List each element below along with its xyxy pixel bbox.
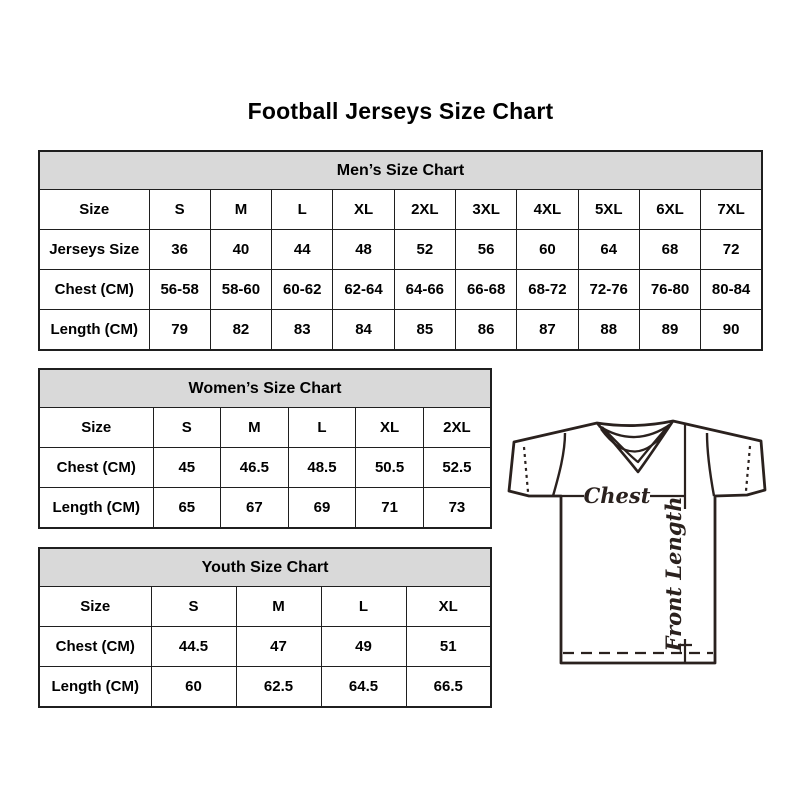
- size-cell: 72: [701, 230, 762, 270]
- size-cell: 3XL: [455, 190, 516, 230]
- size-cell: M: [210, 190, 271, 230]
- section-header-row: [39, 369, 491, 408]
- size-cell: 46.5: [221, 448, 289, 488]
- size-cell: 67: [221, 488, 289, 528]
- size-cell: L: [321, 587, 406, 627]
- size-cell: 52.5: [423, 448, 491, 488]
- table-row: [39, 408, 491, 448]
- size-cell: 89: [639, 310, 700, 350]
- size-cell: 52: [394, 230, 455, 270]
- size-cell: 7XL: [701, 190, 762, 230]
- size-cell: 56: [455, 230, 516, 270]
- size-cell: M: [236, 587, 321, 627]
- size-cell: 83: [272, 310, 333, 350]
- size-cell: 36: [149, 230, 210, 270]
- size-cell: 44.5: [151, 627, 236, 667]
- youth-table-header: Youth Size Chart: [39, 548, 491, 587]
- size-cell: 62.5: [236, 667, 321, 707]
- size-cell: 62-64: [333, 270, 394, 310]
- size-cell: 47: [236, 627, 321, 667]
- mens-size-table: [38, 150, 763, 351]
- row-label: Size: [39, 190, 149, 230]
- size-cell: 45: [153, 448, 221, 488]
- section-header-row: [39, 151, 762, 190]
- size-cell: 68-72: [517, 270, 578, 310]
- size-cell: XL: [356, 408, 424, 448]
- size-cell: 68: [639, 230, 700, 270]
- size-cell: 48.5: [288, 448, 356, 488]
- row-label: Length (CM): [39, 488, 153, 528]
- size-cell: 73: [423, 488, 491, 528]
- row-label: Chest (CM): [39, 270, 149, 310]
- size-cell: 65: [153, 488, 221, 528]
- right-cuff-dashed-line: [746, 446, 750, 491]
- size-cell: 66.5: [406, 667, 491, 707]
- size-cell: M: [221, 408, 289, 448]
- row-label: Length (CM): [39, 667, 151, 707]
- size-cell: 58-60: [210, 270, 271, 310]
- table-row: [39, 310, 762, 350]
- size-cell: 6XL: [639, 190, 700, 230]
- size-cell: 64.5: [321, 667, 406, 707]
- size-cell: 2XL: [423, 408, 491, 448]
- size-cell: 85: [394, 310, 455, 350]
- youth-size-table: [38, 547, 492, 708]
- size-cell: 80-84: [701, 270, 762, 310]
- size-cell: L: [272, 190, 333, 230]
- jersey-illustration: [503, 413, 769, 673]
- size-cell: 87: [517, 310, 578, 350]
- left-armhole-seam: [553, 433, 565, 496]
- womens-table-header: Women’s Size Chart: [39, 369, 491, 408]
- row-label: Chest (CM): [39, 448, 153, 488]
- row-label: Size: [39, 408, 153, 448]
- jersey-outline: [509, 421, 765, 663]
- size-cell: 60: [517, 230, 578, 270]
- size-cell: 49: [321, 627, 406, 667]
- size-cell: 79: [149, 310, 210, 350]
- size-cell: 88: [578, 310, 639, 350]
- size-cell: S: [151, 587, 236, 627]
- right-armhole-seam: [707, 433, 714, 496]
- table-row: [39, 587, 491, 627]
- size-cell: 66-68: [455, 270, 516, 310]
- size-cell: 84: [333, 310, 394, 350]
- size-cell: 5XL: [578, 190, 639, 230]
- jersey-measurement-diagram: [503, 413, 769, 673]
- size-cell: 71: [356, 488, 424, 528]
- table-row: [39, 270, 762, 310]
- row-label: Size: [39, 587, 151, 627]
- size-cell: 56-58: [149, 270, 210, 310]
- mens-table-header: Men’s Size Chart: [39, 151, 762, 190]
- row-label: Jerseys Size: [39, 230, 149, 270]
- row-label: Length (CM): [39, 310, 149, 350]
- table-row: [39, 667, 491, 707]
- section-header-row: [39, 548, 491, 587]
- size-cell: 44: [272, 230, 333, 270]
- chest-measure-label: Chest: [583, 483, 651, 508]
- table-row: [39, 190, 762, 230]
- left-cuff-dashed-line: [524, 447, 528, 492]
- size-cell: XL: [406, 587, 491, 627]
- size-cell: 64: [578, 230, 639, 270]
- page-title: Football Jerseys Size Chart: [247, 98, 554, 124]
- size-cell: 48: [333, 230, 394, 270]
- table-row: [39, 230, 762, 270]
- size-cell: 90: [701, 310, 762, 350]
- size-cell: L: [288, 408, 356, 448]
- size-cell: 4XL: [517, 190, 578, 230]
- table-row: [39, 488, 491, 528]
- size-cell: 60: [151, 667, 236, 707]
- size-cell: S: [149, 190, 210, 230]
- row-label: Chest (CM): [39, 627, 151, 667]
- size-cell: 82: [210, 310, 271, 350]
- table-row: [39, 448, 491, 488]
- size-cell: 2XL: [394, 190, 455, 230]
- size-cell: 51: [406, 627, 491, 667]
- size-cell: 86: [455, 310, 516, 350]
- table-row: [39, 627, 491, 667]
- size-cell: 50.5: [356, 448, 424, 488]
- size-cell: 76-80: [639, 270, 700, 310]
- size-cell: 72-76: [578, 270, 639, 310]
- womens-size-table: [38, 368, 492, 529]
- size-cell: 69: [288, 488, 356, 528]
- size-cell: XL: [333, 190, 394, 230]
- front-length-measure-label: Front Length: [661, 496, 686, 652]
- size-cell: 60-62: [272, 270, 333, 310]
- size-cell: 40: [210, 230, 271, 270]
- size-cell: 64-66: [394, 270, 455, 310]
- size-cell: S: [153, 408, 221, 448]
